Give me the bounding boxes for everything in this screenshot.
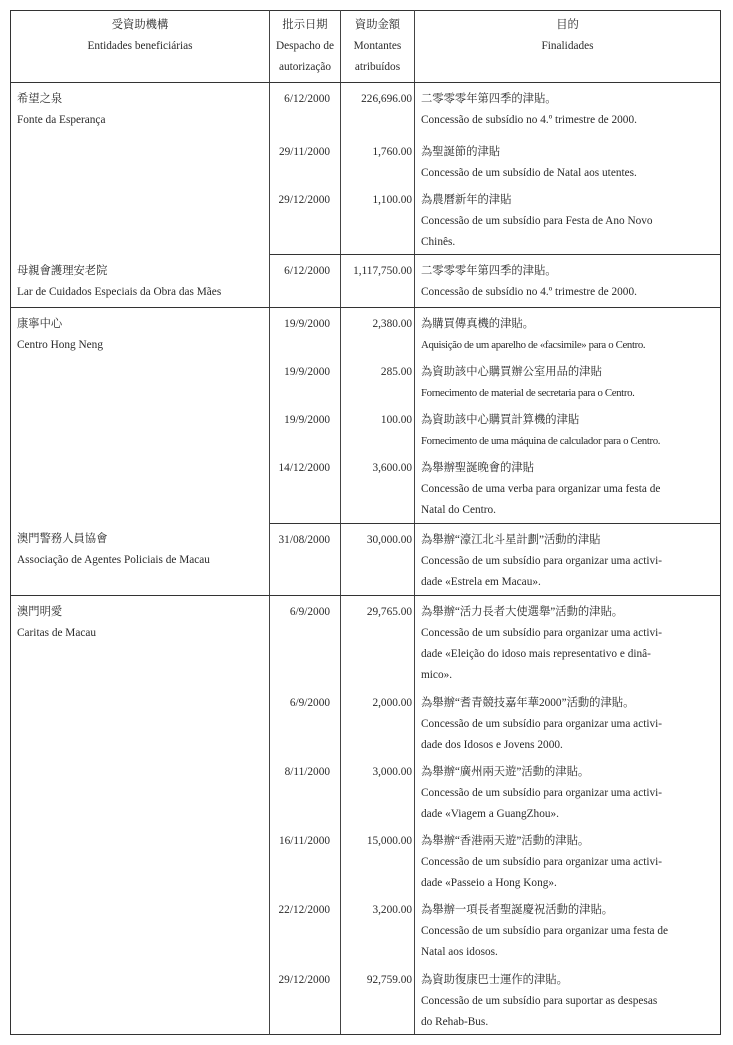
granted-amount: 2,380.00 (372, 318, 412, 330)
amount-cell (341, 894, 415, 964)
amount-cell (341, 308, 415, 357)
purpose-zh: 為資助復康巴士運作的津貼。 (421, 974, 568, 986)
authorization-date: 19/9/2000 (284, 318, 330, 330)
purpose-pt-line: Concessão de subsídio no 4.º trimestre de 2000. (421, 114, 637, 126)
amount-cell (341, 825, 415, 894)
date-cell (270, 83, 341, 136)
date-cell (270, 404, 341, 452)
entity-name-zh: 澳門明愛 (17, 605, 63, 618)
amount-cell (341, 964, 415, 1034)
granted-amount: 3,600.00 (372, 462, 412, 474)
granted-amount: 15,000.00 (366, 835, 412, 847)
header-purpose-pt: Finalidades (541, 40, 594, 52)
amount-cell (341, 452, 415, 523)
purpose-cell (415, 452, 721, 523)
purpose-cell (415, 404, 721, 452)
purpose-cell (415, 894, 721, 964)
header-amount-zh: 資助金額 (354, 19, 401, 31)
purpose-cell (415, 825, 721, 894)
purpose-pt-line: Concessão de um subsídio para organizar uma activi- (421, 626, 663, 639)
purpose-zh: 二零零零年第四季的津貼。 (421, 265, 557, 277)
authorization-date: 29/12/2000 (278, 193, 330, 206)
purpose-cell (415, 523, 721, 595)
authorization-date: 6/12/2000 (284, 265, 330, 277)
granted-amount: 3,200.00 (372, 904, 412, 916)
amount-cell (341, 184, 415, 255)
amount-cell (341, 687, 415, 756)
header-entities-pt: Entidades beneficiárias (87, 40, 193, 52)
purpose-pt-line: Fornecimento de uma máquina de calculador para o Centro. (421, 435, 661, 447)
entity-name-pt: Caritas de Macau (17, 626, 97, 639)
header-date-zh: 批示日期 (282, 19, 328, 31)
granted-amount: 1,760.00 (372, 145, 412, 158)
entity-cell (11, 595, 270, 1034)
header-purpose (415, 11, 721, 83)
purpose-pt-line: dade «Estrela em Macau». (421, 575, 541, 588)
entity-name-pt: Associação de Agentes Policiais de Macau (17, 554, 210, 566)
table-header-row (11, 11, 721, 83)
table-row (11, 595, 721, 687)
purpose-zh: 為舉辦一項長者聖誕慶祝活動的津貼。 (421, 904, 614, 916)
header-date-pt-2: autorização (278, 61, 332, 73)
granted-amount: 2,000.00 (372, 697, 412, 709)
entity-cell (11, 308, 270, 524)
date-cell (270, 452, 341, 523)
purpose-cell (415, 964, 721, 1034)
granted-amount: 285.00 (380, 366, 412, 378)
date-cell (270, 894, 341, 964)
purpose-cell (415, 184, 721, 255)
purpose-pt-line: Concessão de uma verba para organizar uma festa de (421, 483, 661, 495)
amount-cell (341, 595, 415, 687)
purpose-zh: 為購買傳真機的津貼。 (421, 318, 534, 330)
grants-table (10, 10, 721, 1035)
authorization-date: 6/12/2000 (284, 93, 330, 105)
entity-name-pt: Lar de Cuidados Especiais da Obra das Mães (17, 285, 222, 298)
entity-name-zh: 康寧中心 (17, 318, 63, 330)
amount-cell (341, 83, 415, 136)
entity-name-zh: 希望之泉 (17, 93, 63, 105)
authorization-date: 6/9/2000 (289, 605, 330, 618)
purpose-cell (415, 308, 721, 357)
purpose-cell (415, 595, 721, 687)
granted-amount: 29,765.00 (366, 605, 412, 618)
purpose-pt-line: Natal do Centro. (421, 504, 496, 516)
authorization-date: 22/12/2000 (278, 904, 330, 916)
header-amount (341, 11, 415, 83)
date-cell (270, 136, 341, 184)
purpose-pt-line: Concessão de um subsídio para organizar uma activi- (421, 787, 663, 799)
granted-amount: 92,759.00 (366, 974, 412, 986)
purpose-zh: 為舉辦聖誕晚會的津貼 (421, 462, 534, 474)
date-cell (270, 255, 341, 308)
purpose-zh: 為舉辦“活力長者大使選舉”活動的津貼。 (421, 605, 624, 618)
date-cell (270, 184, 341, 255)
entity-name-pt: Fonte da Esperança (17, 114, 106, 126)
date-cell (270, 356, 341, 404)
date-cell (270, 595, 341, 687)
purpose-zh: 為舉辦“耆青競技嘉年華2000”活動的津貼。 (421, 697, 635, 709)
header-amount-pt-2: atribuídos (354, 61, 401, 73)
amount-cell (341, 255, 415, 308)
purpose-pt-line: dade dos Idosos e Jovens 2000. (421, 739, 563, 751)
entity-cell (11, 523, 270, 595)
purpose-pt-line: Concessão de um subsídio para organizar uma activi- (421, 856, 663, 868)
purpose-pt-line: dade «Viagem a GuangZhou». (421, 808, 559, 820)
purpose-pt-line: Concessão de um subsídio para organizar uma activi- (421, 718, 663, 730)
purpose-pt-line: dade «Eleição do idoso mais representativo e dinâ- (421, 647, 651, 660)
date-cell (270, 523, 341, 595)
header-entities-zh: 受資助機構 (111, 19, 169, 31)
table-row (11, 308, 721, 357)
amount-cell (341, 136, 415, 184)
date-cell (270, 687, 341, 756)
purpose-cell (415, 356, 721, 404)
grants-body (11, 83, 721, 1035)
entity-name-zh: 澳門警務人員協會 (17, 533, 108, 545)
table-row (11, 83, 721, 136)
authorization-date: 19/9/2000 (284, 366, 330, 378)
purpose-pt-line: Concessão de um subsídio de Natal aos utentes. (421, 166, 637, 179)
entity-name-zh: 母親會護理安老院 (17, 264, 108, 277)
granted-amount: 30,000.00 (366, 533, 412, 546)
amount-cell (341, 756, 415, 825)
header-amount-pt-1: Montantes (353, 40, 402, 52)
purpose-cell (415, 83, 721, 136)
purpose-cell (415, 136, 721, 184)
purpose-zh: 為舉辦“廣州兩天遊”活動的津貼。 (421, 766, 590, 778)
purpose-pt-line: Natal aos idosos. (421, 946, 498, 958)
purpose-pt-line: do Rehab-Bus. (421, 1016, 489, 1028)
granted-amount: 226,696.00 (361, 93, 412, 105)
purpose-zh: 為舉辦“濠江北斗星計劃”活動的津貼 (421, 533, 601, 546)
purpose-pt-line: Concessão de um subsídio para organizar uma festa de (421, 925, 668, 937)
purpose-pt-line: mico». (421, 668, 453, 681)
granted-amount: 1,100.00 (372, 193, 412, 206)
purpose-zh: 為聖誕節的津貼 (421, 145, 501, 158)
header-date (270, 11, 341, 83)
purpose-pt-line: Chinês. (421, 235, 456, 248)
authorization-date: 6/9/2000 (289, 697, 330, 709)
amount-cell (341, 356, 415, 404)
date-cell (270, 308, 341, 357)
purpose-pt-line: Concessão de um subsídio para organizar uma activi- (421, 554, 663, 567)
purpose-pt-line: Fornecimento de material de secretaria para o Centro. (421, 387, 635, 399)
purpose-pt-line: Concessão de um subsídio para suportar as despesas (421, 995, 658, 1007)
authorization-date: 29/12/2000 (278, 974, 330, 986)
header-date-pt-1: Despacho de (275, 40, 335, 52)
granted-amount: 3,000.00 (372, 766, 412, 778)
purpose-cell (415, 255, 721, 308)
purpose-zh: 為資助該中心購買辦公室用品的津貼 (421, 366, 602, 378)
date-cell (270, 964, 341, 1034)
purpose-pt-line: Concessão de um subsídio para Festa de Ano Novo (421, 214, 653, 227)
purpose-zh: 為資助該中心購買計算機的津貼 (421, 414, 580, 426)
purpose-pt-line: Aquisição de um aparelho de «facsimile» para o Centro. (421, 339, 646, 351)
table-row (11, 255, 721, 308)
authorization-date: 19/9/2000 (284, 414, 330, 426)
entity-name-pt: Centro Hong Neng (17, 339, 103, 351)
granted-amount: 1,117,750.00 (353, 265, 412, 277)
amount-cell (341, 404, 415, 452)
purpose-zh: 為舉辦“香港兩天遊”活動的津貼。 (421, 835, 590, 847)
purpose-cell (415, 756, 721, 825)
entity-cell (11, 83, 270, 255)
authorization-date: 8/11/2000 (284, 766, 330, 778)
date-cell (270, 756, 341, 825)
purpose-pt-line: Concessão de subsídio no 4.º trimestre de 2000. (421, 286, 637, 298)
purpose-zh: 二零零零年第四季的津貼。 (421, 93, 557, 105)
authorization-date: 31/08/2000 (278, 533, 330, 546)
amount-cell (341, 523, 415, 595)
purpose-pt-line: dade «Passeio a Hong Kong». (421, 877, 557, 889)
granted-amount: 100.00 (380, 414, 412, 426)
date-cell (270, 825, 341, 894)
authorization-date: 14/12/2000 (278, 462, 330, 474)
table-row (11, 523, 721, 595)
header-purpose-zh: 目的 (556, 19, 579, 31)
authorization-date: 16/11/2000 (278, 835, 330, 847)
purpose-zh: 為農曆新年的津貼 (421, 193, 512, 206)
purpose-cell (415, 687, 721, 756)
entity-cell (11, 255, 270, 308)
header-entities (11, 11, 270, 83)
authorization-date: 29/11/2000 (278, 145, 330, 158)
